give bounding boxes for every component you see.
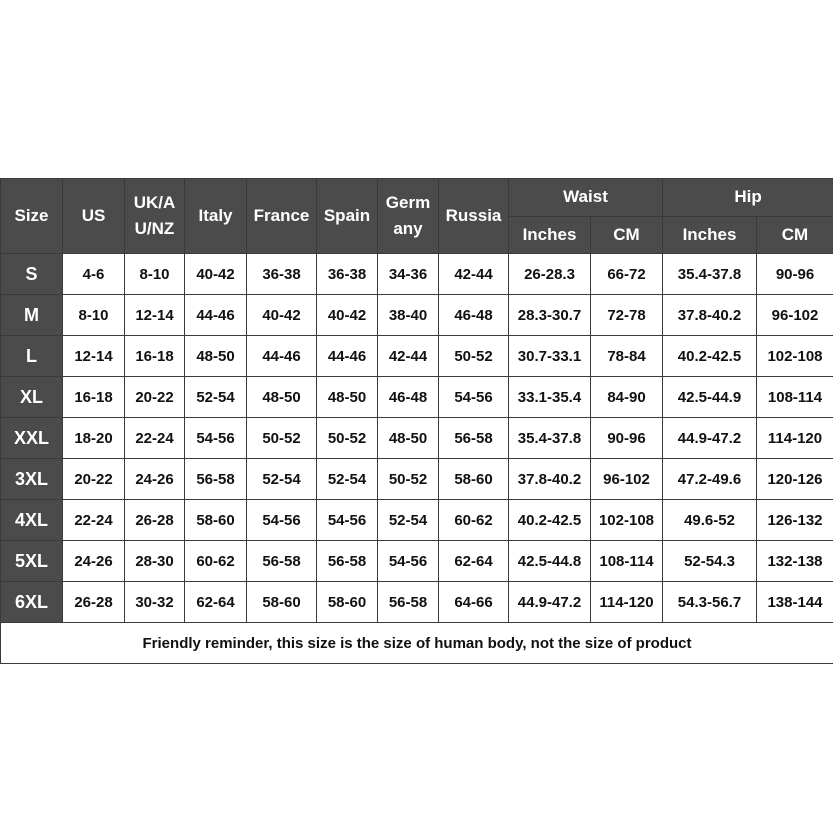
table-cell: 44-46 bbox=[185, 295, 247, 336]
table-cell: 138-144 bbox=[757, 582, 833, 623]
header-waist-inches: Inches bbox=[509, 216, 591, 254]
size-table bbox=[0, 178, 833, 664]
table-cell: 114-120 bbox=[591, 582, 663, 623]
header-us: US bbox=[63, 179, 125, 254]
header-germany bbox=[378, 179, 439, 254]
table-cell: 96-102 bbox=[757, 295, 833, 336]
table-cell: 50-52 bbox=[317, 418, 378, 459]
table-cell: 40-42 bbox=[247, 295, 317, 336]
table-cell: 62-64 bbox=[185, 582, 247, 623]
table-cell: 58-60 bbox=[247, 582, 317, 623]
table-cell: 96-102 bbox=[591, 459, 663, 500]
table-row bbox=[1, 295, 833, 336]
table-cell: 30-32 bbox=[125, 582, 185, 623]
table-cell: 35.4-37.8 bbox=[663, 254, 757, 295]
table-cell: 37.8-40.2 bbox=[509, 459, 591, 500]
table-cell: 22-24 bbox=[125, 418, 185, 459]
table-header bbox=[1, 179, 833, 254]
table-cell: 120-126 bbox=[757, 459, 833, 500]
table-cell: 30.7-33.1 bbox=[509, 336, 591, 377]
table-cell: 52-54 bbox=[378, 500, 439, 541]
table-cell: 47.2-49.6 bbox=[663, 459, 757, 500]
table-cell: 48-50 bbox=[185, 336, 247, 377]
table-cell: 40-42 bbox=[185, 254, 247, 295]
table-cell: 126-132 bbox=[757, 500, 833, 541]
table-cell: 48-50 bbox=[317, 377, 378, 418]
table-cell: 42.5-44.9 bbox=[663, 377, 757, 418]
friendly-reminder: Friendly reminder, this size is the size of human body, not the size of product bbox=[1, 623, 833, 664]
table-cell: 24-26 bbox=[125, 459, 185, 500]
table-body bbox=[1, 254, 833, 623]
table-cell: 44.9-47.2 bbox=[509, 582, 591, 623]
table-cell: 28-30 bbox=[125, 541, 185, 582]
table-cell: 28.3-30.7 bbox=[509, 295, 591, 336]
table-cell: 48-50 bbox=[247, 377, 317, 418]
table-cell: 36-38 bbox=[247, 254, 317, 295]
table-cell: 48-50 bbox=[378, 418, 439, 459]
table-cell: 44-46 bbox=[317, 336, 378, 377]
table-cell: 114-120 bbox=[757, 418, 833, 459]
table-cell: 62-64 bbox=[439, 541, 509, 582]
table-cell: 58-60 bbox=[439, 459, 509, 500]
size-label-cell: L bbox=[1, 336, 63, 377]
size-chart bbox=[0, 178, 833, 664]
table-cell: 56-58 bbox=[378, 582, 439, 623]
header-russia: Russia bbox=[439, 179, 509, 254]
table-cell: 49.6-52 bbox=[663, 500, 757, 541]
table-cell: 16-18 bbox=[63, 377, 125, 418]
header-italy: Italy bbox=[185, 179, 247, 254]
table-cell: 132-138 bbox=[757, 541, 833, 582]
table-cell: 8-10 bbox=[63, 295, 125, 336]
header-hip: Hip bbox=[663, 179, 833, 217]
table-cell: 46-48 bbox=[439, 295, 509, 336]
table-cell: 35.4-37.8 bbox=[509, 418, 591, 459]
table-cell: 90-96 bbox=[757, 254, 833, 295]
table-row bbox=[1, 582, 833, 623]
table-cell: 44-46 bbox=[247, 336, 317, 377]
table-cell: 46-48 bbox=[378, 377, 439, 418]
table-cell: 52-54.3 bbox=[663, 541, 757, 582]
table-cell: 38-40 bbox=[378, 295, 439, 336]
size-label-cell: M bbox=[1, 295, 63, 336]
table-cell: 37.8-40.2 bbox=[663, 295, 757, 336]
table-cell: 84-90 bbox=[591, 377, 663, 418]
header-france: France bbox=[247, 179, 317, 254]
table-row bbox=[1, 459, 833, 500]
table-cell: 42.5-44.8 bbox=[509, 541, 591, 582]
size-label-cell: XL bbox=[1, 377, 63, 418]
table-cell: 52-54 bbox=[317, 459, 378, 500]
table-cell: 20-22 bbox=[125, 377, 185, 418]
table-cell: 54-56 bbox=[439, 377, 509, 418]
table-cell: 16-18 bbox=[125, 336, 185, 377]
table-cell: 78-84 bbox=[591, 336, 663, 377]
table-cell: 60-62 bbox=[185, 541, 247, 582]
table-cell: 108-114 bbox=[591, 541, 663, 582]
table-cell: 33.1-35.4 bbox=[509, 377, 591, 418]
table-cell: 54-56 bbox=[247, 500, 317, 541]
table-cell: 12-14 bbox=[125, 295, 185, 336]
header-waist: Waist bbox=[509, 179, 663, 217]
table-cell: 54.3-56.7 bbox=[663, 582, 757, 623]
header-size: Size bbox=[1, 179, 63, 254]
table-cell: 56-58 bbox=[185, 459, 247, 500]
table-cell: 58-60 bbox=[185, 500, 247, 541]
table-cell: 26-28 bbox=[63, 582, 125, 623]
table-cell: 56-58 bbox=[439, 418, 509, 459]
table-cell: 26-28.3 bbox=[509, 254, 591, 295]
table-cell: 40.2-42.5 bbox=[663, 336, 757, 377]
table-cell: 34-36 bbox=[378, 254, 439, 295]
table-row bbox=[1, 336, 833, 377]
header-hip-inches: Inches bbox=[663, 216, 757, 254]
table-cell: 22-24 bbox=[63, 500, 125, 541]
table-cell: 50-52 bbox=[378, 459, 439, 500]
table-cell: 102-108 bbox=[591, 500, 663, 541]
header-germany-line2: any bbox=[393, 219, 423, 238]
table-cell: 58-60 bbox=[317, 582, 378, 623]
header-waist-cm: CM bbox=[591, 216, 663, 254]
table-cell: 90-96 bbox=[591, 418, 663, 459]
table-cell: 50-52 bbox=[247, 418, 317, 459]
table-cell: 40-42 bbox=[317, 295, 378, 336]
table-cell: 18-20 bbox=[63, 418, 125, 459]
table-row bbox=[1, 254, 833, 295]
table-cell: 56-58 bbox=[317, 541, 378, 582]
table-cell: 20-22 bbox=[63, 459, 125, 500]
table-cell: 26-28 bbox=[125, 500, 185, 541]
table-cell: 52-54 bbox=[185, 377, 247, 418]
table-cell: 108-114 bbox=[757, 377, 833, 418]
header-uk-au-nz bbox=[125, 179, 185, 254]
table-row bbox=[1, 500, 833, 541]
table-cell: 64-66 bbox=[439, 582, 509, 623]
table-cell: 42-44 bbox=[439, 254, 509, 295]
table-cell: 66-72 bbox=[591, 254, 663, 295]
size-label-cell: 6XL bbox=[1, 582, 63, 623]
table-cell: 54-56 bbox=[378, 541, 439, 582]
table-cell: 52-54 bbox=[247, 459, 317, 500]
table-cell: 102-108 bbox=[757, 336, 833, 377]
header-uk-line1: UK/A bbox=[133, 193, 176, 212]
table-cell: 54-56 bbox=[185, 418, 247, 459]
size-label-cell: XXL bbox=[1, 418, 63, 459]
header-uk-line2: U/NZ bbox=[134, 219, 175, 238]
size-label-cell: 5XL bbox=[1, 541, 63, 582]
table-cell: 8-10 bbox=[125, 254, 185, 295]
header-germany-line1: Germ bbox=[385, 193, 431, 212]
table-cell: 44.9-47.2 bbox=[663, 418, 757, 459]
size-label-cell: 3XL bbox=[1, 459, 63, 500]
header-spain: Spain bbox=[317, 179, 378, 254]
table-cell: 72-78 bbox=[591, 295, 663, 336]
table-cell: 42-44 bbox=[378, 336, 439, 377]
size-label-cell: 4XL bbox=[1, 500, 63, 541]
table-row bbox=[1, 418, 833, 459]
table-row bbox=[1, 377, 833, 418]
size-label-cell: S bbox=[1, 254, 63, 295]
table-cell: 60-62 bbox=[439, 500, 509, 541]
table-cell: 56-58 bbox=[247, 541, 317, 582]
table-cell: 24-26 bbox=[63, 541, 125, 582]
table-cell: 40.2-42.5 bbox=[509, 500, 591, 541]
table-cell: 50-52 bbox=[439, 336, 509, 377]
table-row bbox=[1, 541, 833, 582]
table-cell: 36-38 bbox=[317, 254, 378, 295]
header-hip-cm: CM bbox=[757, 216, 833, 254]
table-cell: 54-56 bbox=[317, 500, 378, 541]
table-cell: 4-6 bbox=[63, 254, 125, 295]
table-cell: 12-14 bbox=[63, 336, 125, 377]
